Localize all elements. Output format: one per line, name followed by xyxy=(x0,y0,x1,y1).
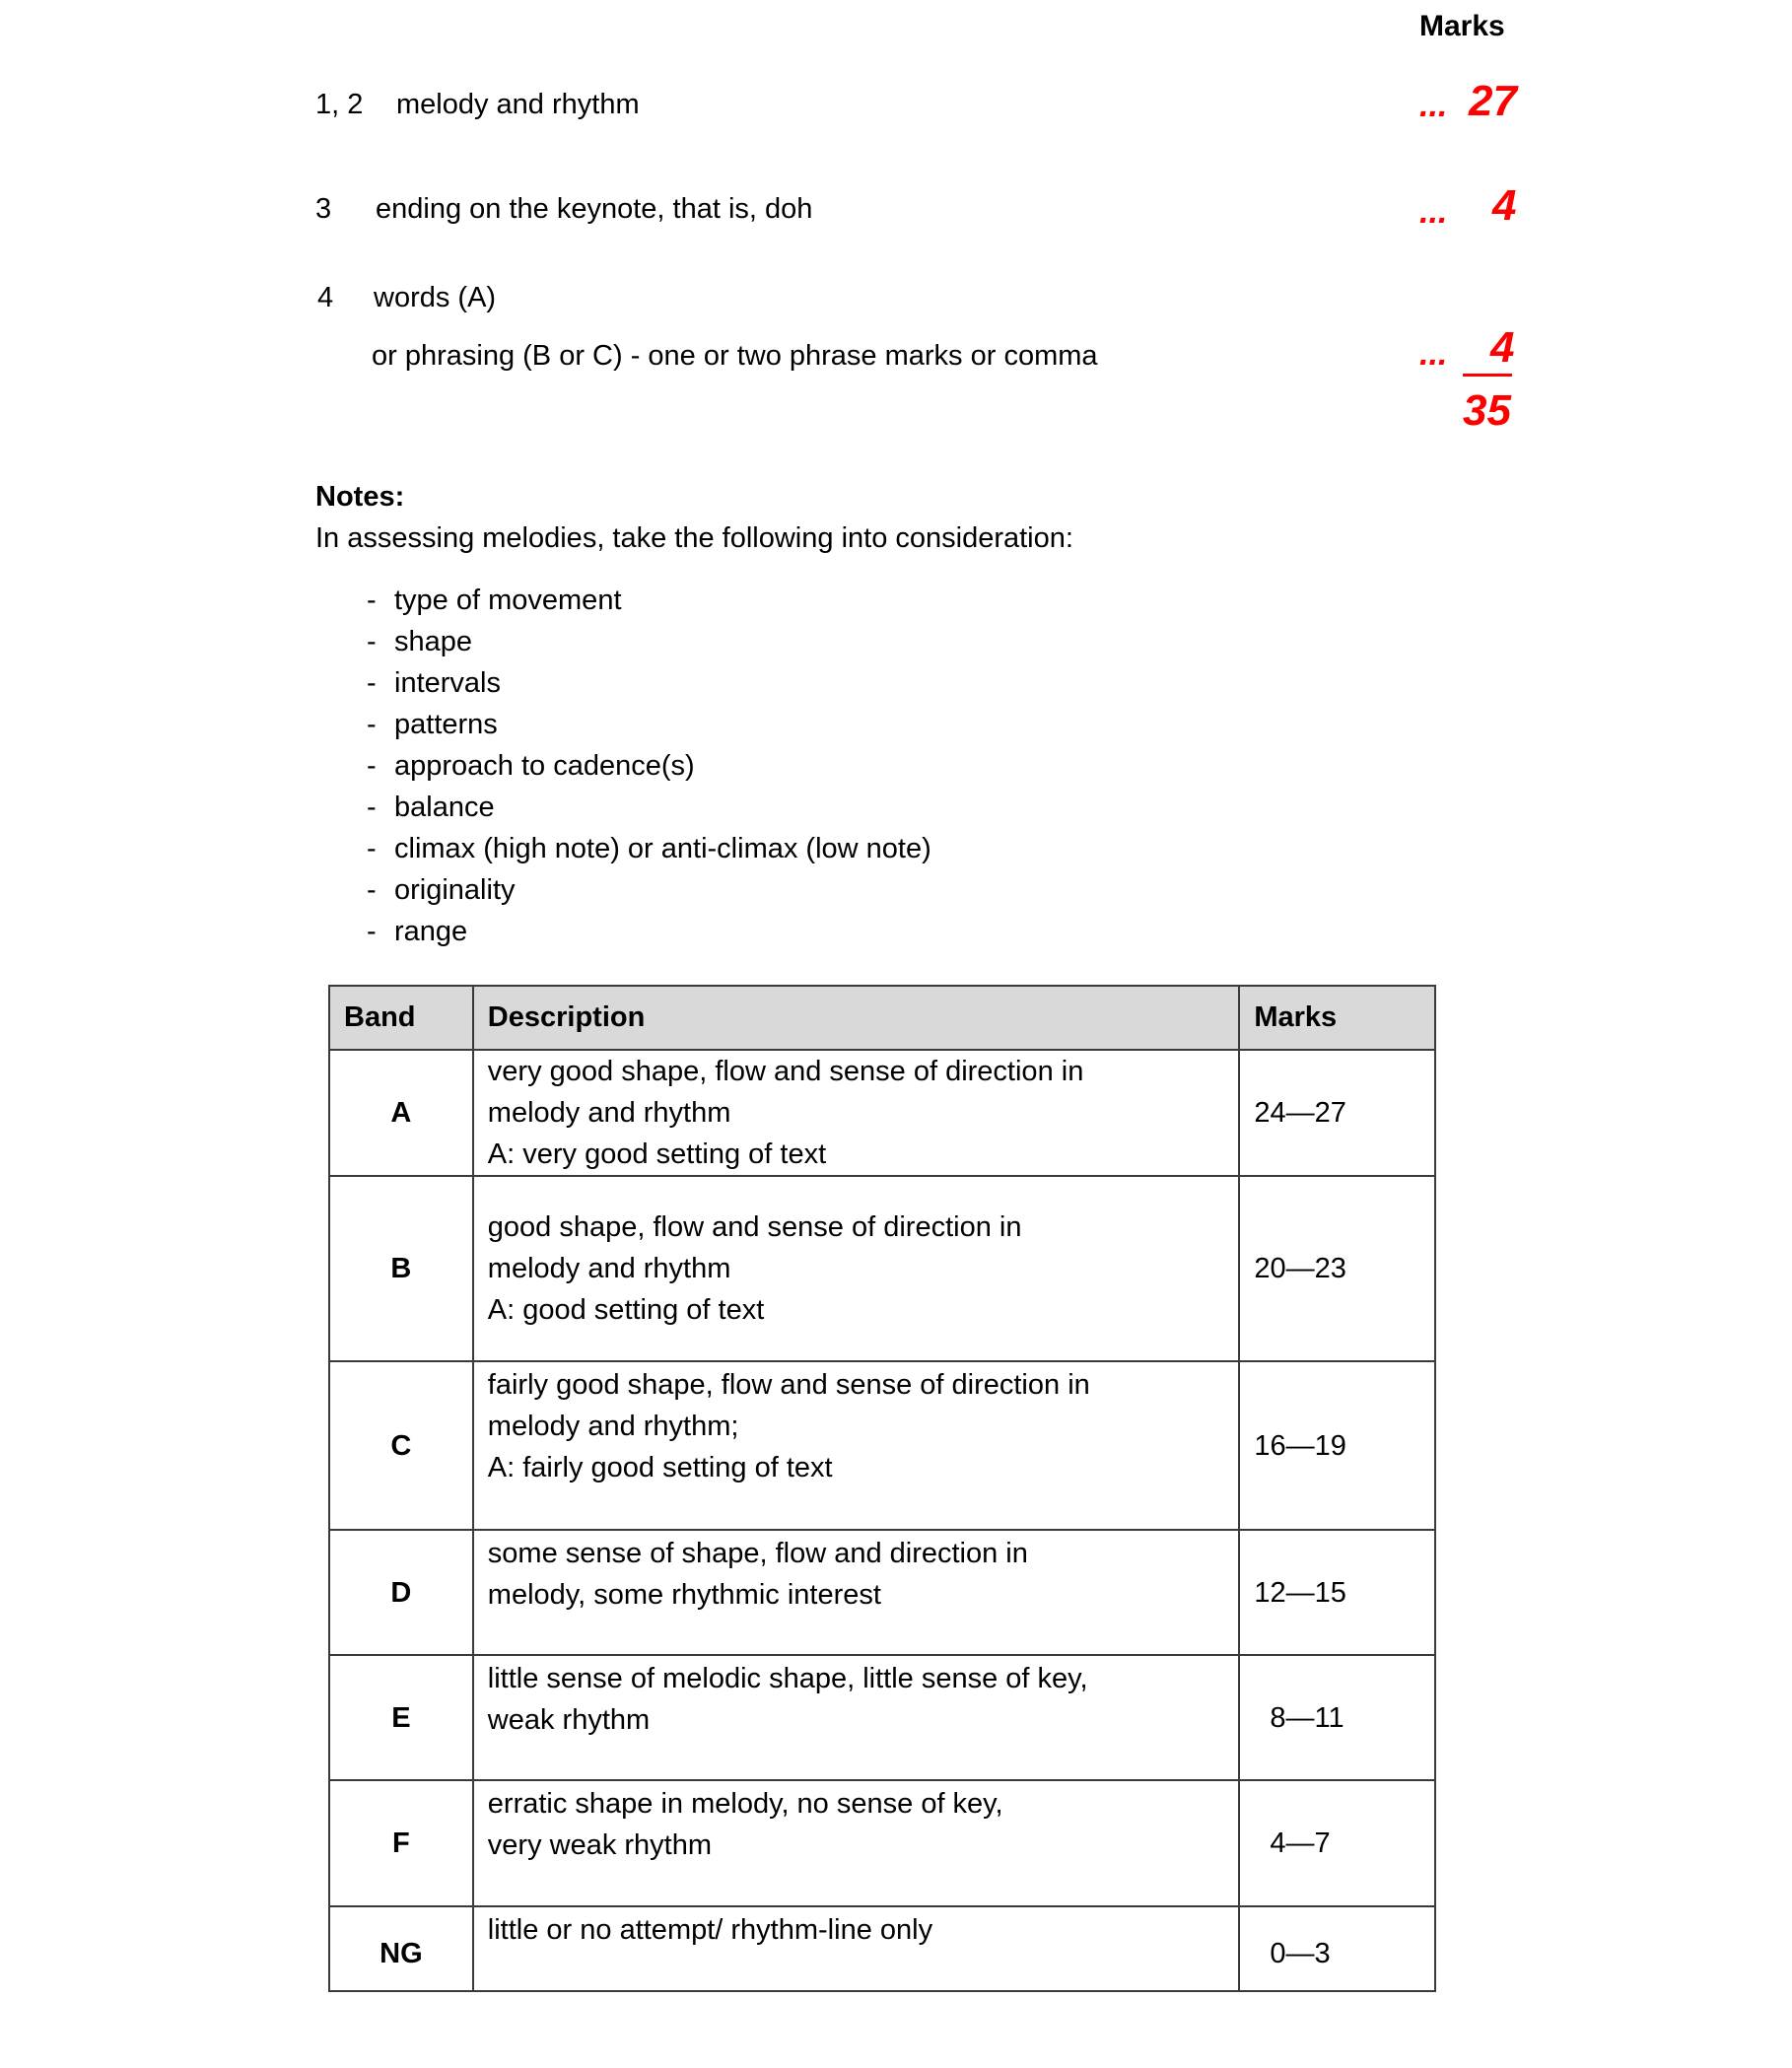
band-cell: A xyxy=(329,1050,473,1176)
criterion-text: ending on the keynote, that is, doh xyxy=(376,193,813,225)
band-cell: F xyxy=(329,1780,473,1906)
description-line: A: good setting of text xyxy=(487,1294,765,1326)
list-item xyxy=(367,828,931,869)
band-cell: D xyxy=(329,1530,473,1655)
marks-cell: 8—11 xyxy=(1239,1655,1435,1780)
criterion-number: 4 xyxy=(317,282,334,313)
description-line: melody and rhythm xyxy=(487,1253,731,1284)
description-line: A: very good setting of text xyxy=(487,1138,827,1170)
bullet-dash: - xyxy=(367,667,377,699)
criterion-number: 1, 2 xyxy=(315,89,364,120)
marks-dots: ... xyxy=(1419,335,1448,373)
description-cell xyxy=(473,1176,1240,1361)
description-line: very good shape, flow and sense of direction in xyxy=(487,1056,1084,1087)
notes-intro: In assessing melodies, take the following into consideration: xyxy=(315,522,1073,554)
description-cell xyxy=(473,1530,1240,1655)
marks-value: 27 xyxy=(1469,77,1517,125)
table-row xyxy=(329,1050,1435,1176)
marks-dots: ... xyxy=(1419,193,1448,231)
criterion-text: words (A) xyxy=(374,282,497,313)
description-cell xyxy=(473,1655,1240,1780)
bullet-dash: - xyxy=(367,750,377,782)
criterion-text-continued: or phrasing (B or C) - one or two phrase marks or comma xyxy=(372,340,1098,372)
description-line: very weak rhythm xyxy=(487,1829,713,1861)
list-item-text: patterns xyxy=(394,709,498,740)
list-item xyxy=(367,787,931,828)
bullet-dash: - xyxy=(367,833,377,864)
bullet-dash: - xyxy=(367,874,377,906)
table-header-row xyxy=(329,986,1435,1050)
bullet-dash: - xyxy=(367,585,377,616)
marks-cell: 20—23 xyxy=(1239,1176,1435,1361)
bullet-dash: - xyxy=(367,626,377,657)
column-header-marks: Marks xyxy=(1239,986,1435,1050)
criterion-text: melody and rhythm xyxy=(396,89,640,120)
table-row xyxy=(329,1530,1435,1655)
list-item xyxy=(367,580,931,621)
description-cell xyxy=(473,1906,1240,1991)
table-row xyxy=(329,1176,1435,1361)
column-header-band: Band xyxy=(329,986,473,1050)
table-row xyxy=(329,1361,1435,1530)
description-line: melody, some rhythmic interest xyxy=(487,1579,881,1611)
list-item xyxy=(367,662,931,704)
description-line: fairly good shape, flow and sense of direction in xyxy=(487,1369,1090,1401)
marks-cell: 12—15 xyxy=(1239,1530,1435,1655)
list-item xyxy=(367,911,931,952)
marks-cell: 0—3 xyxy=(1239,1906,1435,1991)
table-row xyxy=(329,1780,1435,1906)
table-row xyxy=(329,1655,1435,1780)
marks-cell: 24—27 xyxy=(1239,1050,1435,1176)
list-item xyxy=(367,621,931,662)
marks-cell: 16—19 xyxy=(1239,1361,1435,1530)
criterion-number: 3 xyxy=(315,193,332,225)
band-cell: C xyxy=(329,1361,473,1530)
list-item-text: balance xyxy=(394,792,495,823)
description-line: erratic shape in melody, no sense of key, xyxy=(487,1788,1003,1820)
marks-value: 4 xyxy=(1490,323,1515,372)
description-line: A: fairly good setting of text xyxy=(487,1452,833,1483)
description-line: weak rhythm xyxy=(487,1704,651,1736)
bullet-dash: - xyxy=(367,709,377,740)
list-item-text: approach to cadence(s) xyxy=(394,750,695,782)
marks-dots: ... xyxy=(1419,87,1448,124)
bullet-dash: - xyxy=(367,916,377,947)
sum-underline xyxy=(1463,374,1512,377)
band-cell: B xyxy=(329,1176,473,1361)
description-cell xyxy=(473,1361,1240,1530)
description-line: good shape, flow and sense of direction in xyxy=(487,1211,1022,1243)
band-cell: NG xyxy=(329,1906,473,1991)
band-cell: E xyxy=(329,1655,473,1780)
marks-value: 4 xyxy=(1492,181,1517,230)
description-line: melody and rhythm xyxy=(487,1097,731,1129)
description-cell xyxy=(473,1050,1240,1176)
list-item-text: climax (high note) or anti-climax (low note) xyxy=(394,833,931,864)
list-item xyxy=(367,704,931,745)
list-item-text: range xyxy=(394,916,468,947)
description-line: melody and rhythm; xyxy=(487,1411,739,1442)
list-item xyxy=(367,869,931,911)
total-marks: 35 xyxy=(1463,386,1511,435)
list-item-text: originality xyxy=(394,874,516,906)
description-line: little or no attempt/ rhythm-line only xyxy=(487,1914,933,1946)
marks-column-heading: Marks xyxy=(1419,10,1505,42)
list-item xyxy=(367,745,931,787)
notes-heading: Notes: xyxy=(315,481,405,513)
bullet-dash: - xyxy=(367,792,377,823)
band-marks-table xyxy=(328,985,1436,1992)
table-row xyxy=(329,1906,1435,1991)
marks-cell: 4—7 xyxy=(1239,1780,1435,1906)
description-cell xyxy=(473,1780,1240,1906)
list-item-text: intervals xyxy=(394,667,501,699)
description-line: little sense of melodic shape, little sense of key, xyxy=(487,1663,1088,1694)
list-item-text: shape xyxy=(394,626,473,657)
considerations-list xyxy=(367,580,931,952)
description-line: some sense of shape, flow and direction in xyxy=(487,1538,1028,1569)
list-item-text: type of movement xyxy=(394,585,622,616)
column-header-description: Description xyxy=(473,986,1240,1050)
